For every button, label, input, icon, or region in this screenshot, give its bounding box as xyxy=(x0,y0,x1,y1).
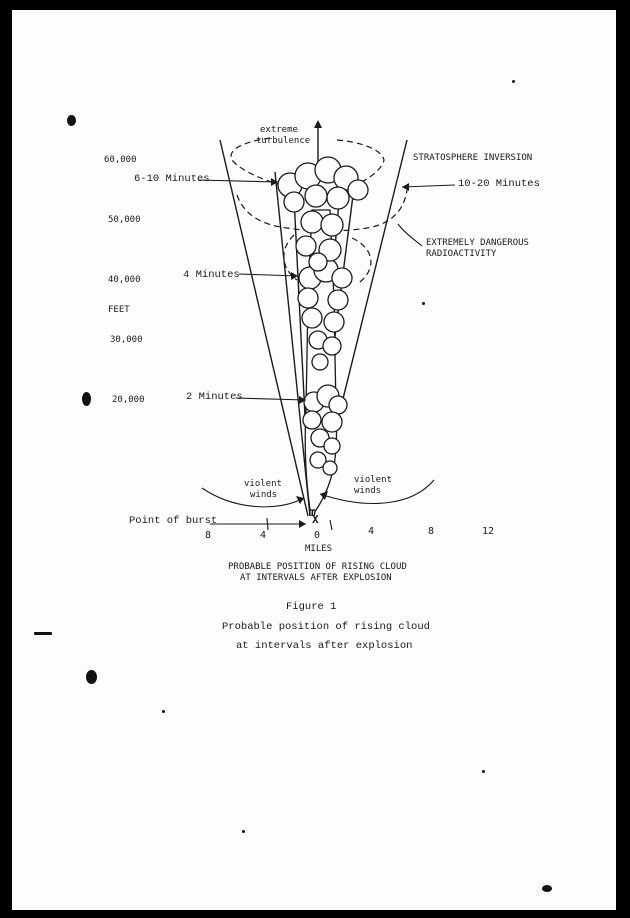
radioactivity-label-1: EXTREMELY DANGEROUS xyxy=(426,238,529,248)
time-label-2: 2 Minutes xyxy=(186,391,243,403)
cloud-diagram xyxy=(12,10,616,910)
burst-label: Point of burst xyxy=(129,515,218,527)
figure-caption-2: at intervals after explosion xyxy=(236,640,413,652)
x-tick-12: 12 xyxy=(482,526,495,537)
x-tick-4-left: 4 xyxy=(260,530,267,541)
diagram-caption-2: AT INTERVALS AFTER EXPLOSION xyxy=(240,573,392,583)
ink-speck xyxy=(34,632,52,635)
pointer-10-20-min xyxy=(402,185,455,187)
ink-speck xyxy=(82,392,91,406)
ink-speck xyxy=(482,770,485,773)
ink-speck xyxy=(162,710,165,713)
pointer-radioactivity xyxy=(398,224,422,246)
time-label-10-20: 10-20 Minutes xyxy=(458,178,540,190)
radioactivity-dashed-right xyxy=(352,238,371,282)
ink-speck xyxy=(512,80,515,83)
x-tick-8-left: 8 xyxy=(205,530,212,541)
winds-right-label-1: violent xyxy=(354,475,392,485)
y-tick-60000: 60,000 xyxy=(104,155,137,165)
diagram-caption-1: PROBABLE POSITION OF RISING CLOUD xyxy=(228,562,407,572)
y-tick-40000: 40,000 xyxy=(108,275,141,285)
pointer-6-10-min xyxy=(198,180,278,182)
x-axis-label: MILES xyxy=(305,544,333,554)
turbulence-label-1: extreme xyxy=(260,125,298,135)
tick-mark-left xyxy=(267,518,268,530)
y-axis-label: FEET xyxy=(108,305,130,315)
winds-right-label-2: winds xyxy=(354,486,382,496)
stratosphere-label: STRATOSPHERE INVERSION xyxy=(413,153,533,163)
y-tick-20000: 20,000 xyxy=(112,395,145,405)
document-page xyxy=(12,10,616,910)
tick-mark-right xyxy=(330,520,332,530)
ink-speck xyxy=(242,830,245,833)
time-label-6-10: 6-10 Minutes xyxy=(134,173,210,185)
turbulence-label-2: turbulence xyxy=(256,136,311,146)
arrowhead-burst xyxy=(299,520,306,528)
y-tick-50000: 50,000 xyxy=(108,215,141,225)
x-tick-4-right: 4 xyxy=(368,526,375,537)
ink-speck xyxy=(67,115,76,126)
figure-caption-1: Probable position of rising cloud xyxy=(222,621,430,633)
arrowhead-10-20 xyxy=(402,183,409,191)
arrowhead-top xyxy=(314,120,322,128)
winds-left-label-2: winds xyxy=(250,490,278,500)
winds-left-label-1: violent xyxy=(244,479,282,489)
time-label-4: 4 Minutes xyxy=(183,269,240,281)
arrowhead-4 xyxy=(291,272,298,280)
arrowhead-wind-left xyxy=(296,496,304,504)
radioactivity-label-2: RADIOACTIVITY xyxy=(426,249,497,259)
pointer-4-min xyxy=(239,274,298,276)
ink-speck xyxy=(542,885,552,892)
ink-speck xyxy=(422,302,425,305)
y-tick-30000: 30,000 xyxy=(110,335,143,345)
x-tick-8-right: 8 xyxy=(428,526,435,537)
pointer-2-min xyxy=(236,398,306,400)
x-tick-0: 0 xyxy=(314,530,321,541)
ink-speck xyxy=(86,670,97,684)
figure-label: Figure 1 xyxy=(286,601,337,613)
burst-mark: X xyxy=(312,513,319,526)
